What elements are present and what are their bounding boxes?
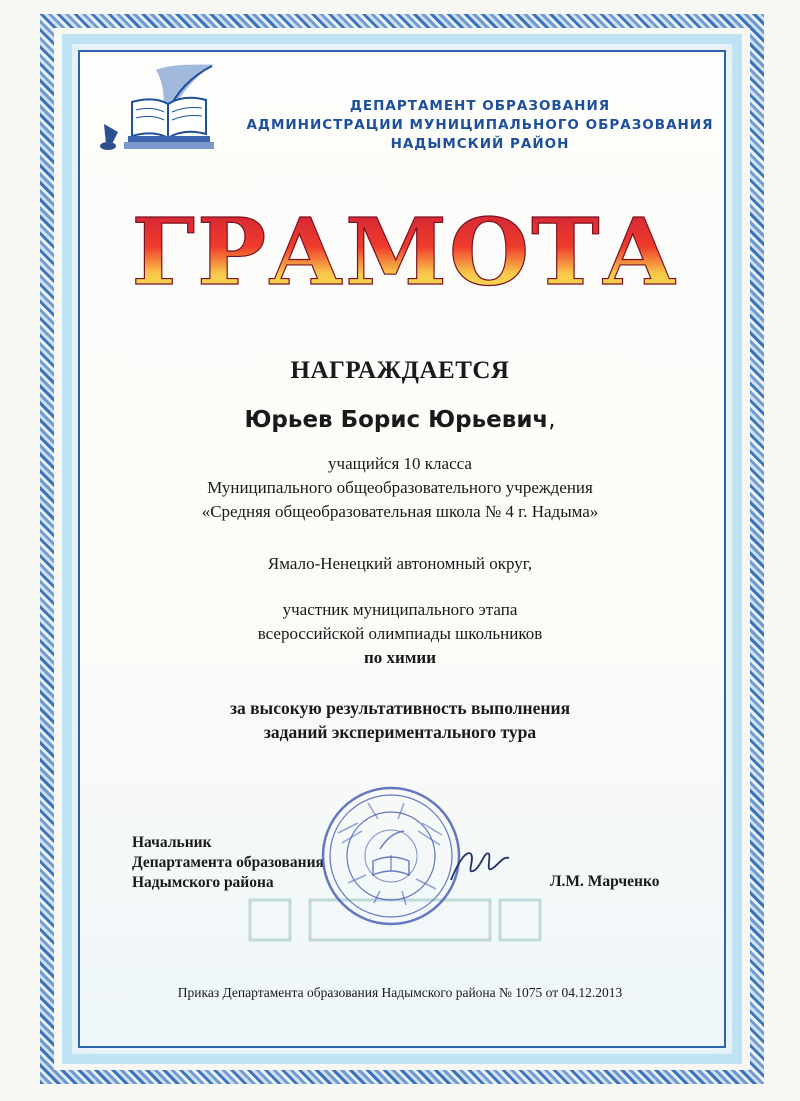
olympiad-line-1: участник муниципального этапа bbox=[282, 600, 518, 619]
department-line-3: НАДЫМСКИЙ РАЙОН bbox=[390, 136, 570, 152]
department-line-2: АДМИНИСТРАЦИИ МУНИЦИПАЛЬНОГО ОБРАЗОВАНИЯ bbox=[246, 117, 714, 133]
awarded-heading: НАГРАЖДАЕТСЯ bbox=[290, 357, 510, 384]
signatory-name: Л.М. Марченко bbox=[550, 873, 660, 890]
school-line-3: «Средняя общеобразовательная школа № 4 г. Надыма» bbox=[201, 502, 599, 521]
recipient-name-line bbox=[100, 407, 700, 433]
title-text: ГРАМОТА bbox=[131, 198, 679, 306]
reason-line-1: за высокую результативность выполнения bbox=[229, 698, 571, 718]
signatory-line-1: Начальник bbox=[132, 834, 212, 851]
school-block bbox=[100, 452, 700, 524]
olympiad-line-2: всероссийской олимпиады школьников bbox=[257, 624, 543, 643]
school-line-2: Муниципального общеобразовательного учреждения bbox=[207, 478, 593, 497]
region-line: Ямало-Ненецкий автономный округ, bbox=[267, 554, 533, 573]
book-quill-logo bbox=[96, 62, 226, 152]
signatory-line-3: Надымского района bbox=[132, 874, 274, 891]
reason-line-2: заданий экспериментального тура bbox=[263, 722, 537, 742]
department-line-1: ДЕПАРТАМЕНТ ОБРАЗОВАНИЯ bbox=[349, 98, 611, 114]
reason-block bbox=[100, 696, 700, 744]
olympiad-subject: по химии bbox=[363, 648, 436, 667]
official-seal bbox=[318, 783, 464, 929]
school-line-1: учащийся 10 класса bbox=[328, 454, 472, 473]
olympiad-block bbox=[100, 598, 700, 670]
department-header bbox=[230, 97, 730, 154]
recipient-name: Юрьев Борис Юрьевич bbox=[244, 407, 549, 433]
order-reference: Приказ Департамента образования Надымского района № 1075 от 04.12.2013 bbox=[177, 985, 623, 1000]
signatory-line-2: Департамента образования bbox=[132, 854, 324, 871]
recipient-suffix: , bbox=[548, 407, 556, 433]
handwritten-signature bbox=[445, 840, 515, 890]
signatory-title bbox=[132, 833, 324, 893]
certificate-title bbox=[131, 196, 679, 306]
